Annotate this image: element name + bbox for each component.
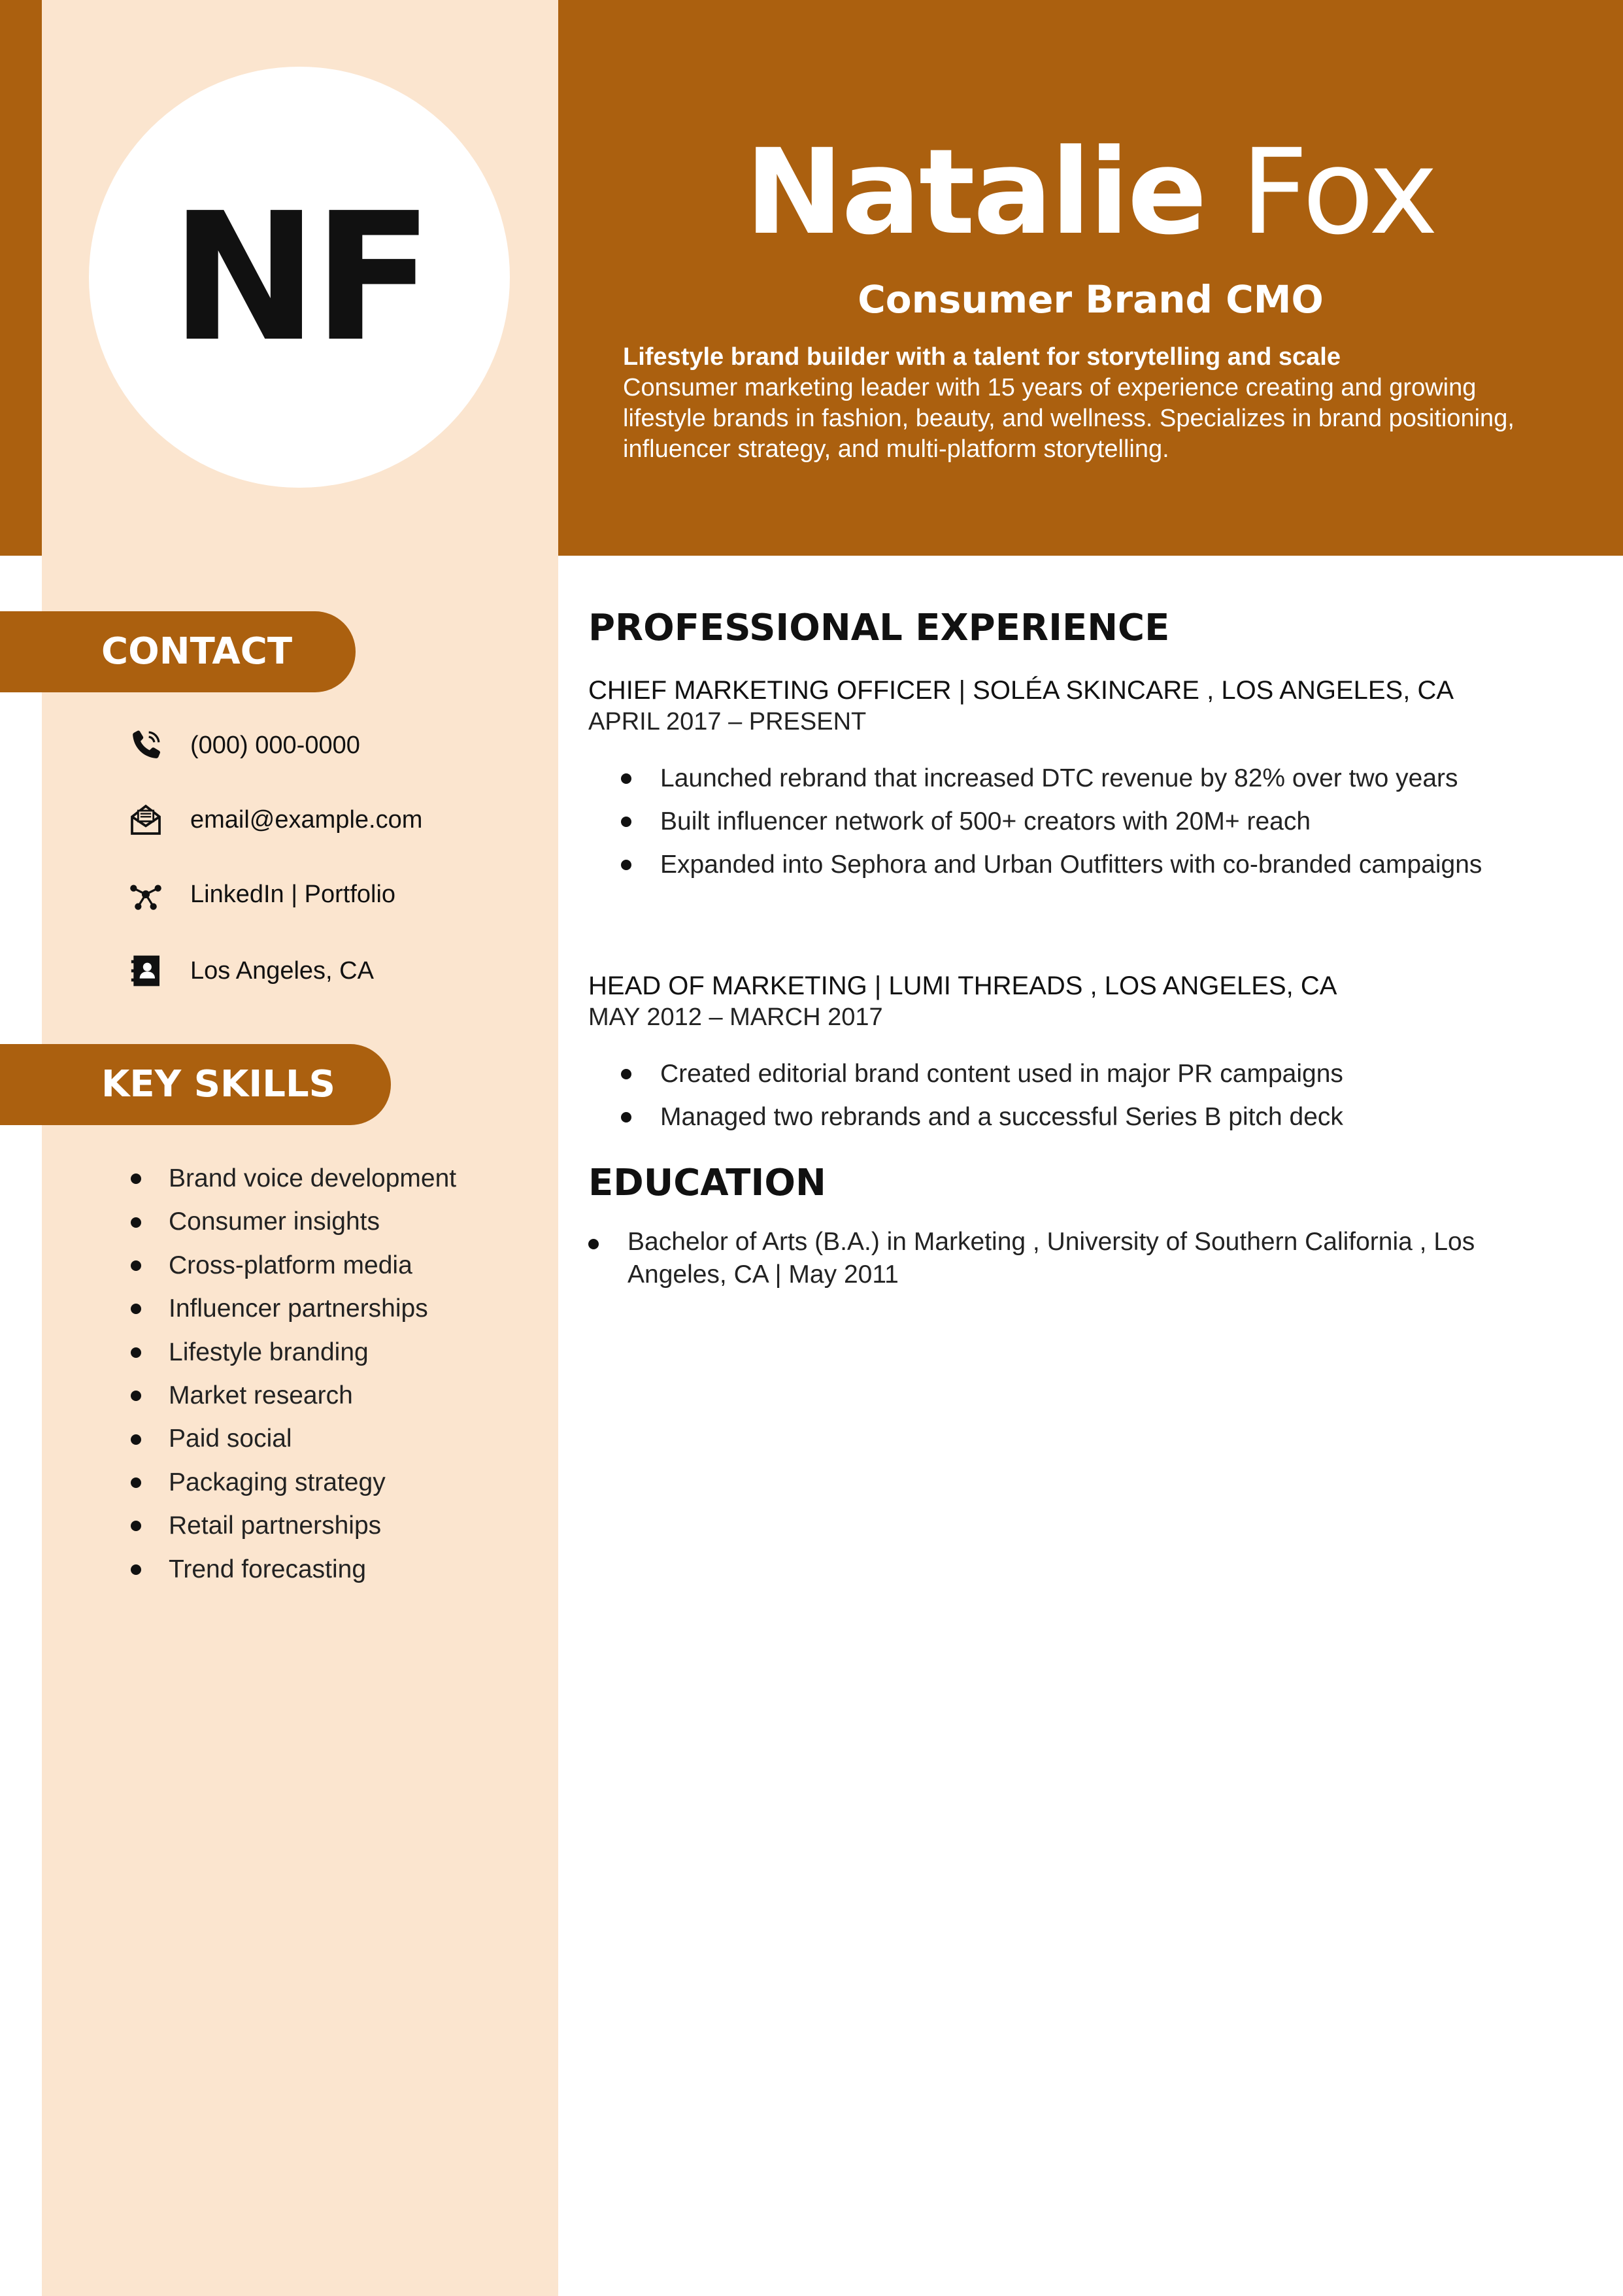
- job-bullets: [624, 1053, 1343, 1139]
- monogram-initials: NF: [170, 174, 429, 380]
- location-text: Los Angeles, CA: [190, 956, 374, 985]
- candidate-name: [558, 124, 1623, 261]
- contact-links: [127, 871, 395, 917]
- skills-list: [131, 1157, 456, 1591]
- list-item: Market research: [131, 1374, 456, 1417]
- job-entry: [588, 970, 1569, 1131]
- job-entry: [588, 675, 1569, 879]
- job-dates: APRIL 2017 – PRESENT: [588, 708, 867, 735]
- education-heading: EDUCATION: [588, 1162, 826, 1204]
- summary-text: Consumer marketing leader with 15 years of experience creating and growing lifestyle brands in fashion, beauty, and wellness. Specializes in brand positioning, influencer strategy, and multi-platform storytelling.: [623, 374, 1514, 463]
- tagline: Lifestyle brand builder with a talent for storytelling and scale: [623, 343, 1341, 371]
- accent-strip: [0, 0, 42, 556]
- experience-heading: PROFESSIONAL EXPERIENCE: [588, 607, 1170, 649]
- address-book-icon: [127, 953, 164, 989]
- list-item: Paid social: [131, 1417, 456, 1460]
- network-icon: [127, 876, 164, 913]
- contact-email: [127, 797, 422, 843]
- phone-icon: [127, 727, 164, 764]
- list-item: Influencer partnerships: [131, 1287, 456, 1330]
- list-item: Brand voice development: [131, 1157, 456, 1200]
- education-entry: [588, 1226, 1556, 1291]
- list-item: Packaging strategy: [131, 1461, 456, 1504]
- list-item: Expanded into Sephora and Urban Outfitters with co-branded campaigns: [624, 843, 1482, 886]
- list-item: Lifestyle branding: [131, 1331, 456, 1374]
- contact-phone: [127, 722, 360, 768]
- contact-heading: CONTACT: [0, 611, 356, 692]
- list-item: Retail partnerships: [131, 1504, 456, 1547]
- education-text: Bachelor of Arts (B.A.) in Marketing , University of Southern California , Los Angeles, CA | May 2011: [627, 1228, 1475, 1289]
- list-item: Cross-platform media: [131, 1244, 456, 1287]
- links-text: LinkedIn | Portfolio: [190, 880, 396, 908]
- list-item: Created editorial brand content used in major PR campaigns: [624, 1053, 1343, 1096]
- list-item: Built influencer network of 500+ creators with 20M+ reach: [624, 800, 1482, 843]
- email-icon: [127, 802, 164, 838]
- list-item: Launched rebrand that increased DTC revenue by 82% over two years: [624, 757, 1482, 800]
- skills-heading: KEY SKILLS: [0, 1044, 391, 1125]
- job-dates: MAY 2012 – MARCH 2017: [588, 1004, 883, 1031]
- job-role: Consumer Brand CMO: [858, 277, 1324, 322]
- list-item: Managed two rebrands and a successful Series B pitch deck: [624, 1096, 1343, 1139]
- first-name: Natalie: [745, 124, 1205, 261]
- phone-text: (000) 000-0000: [190, 731, 360, 759]
- list-item: Trend forecasting: [131, 1548, 456, 1591]
- email-text: email@example.com: [190, 805, 423, 834]
- contact-location: [127, 948, 374, 994]
- job-title: HEAD OF MARKETING | LUMI THREADS , LOS ANGELES, CA: [588, 971, 1337, 1000]
- monogram-circle: [89, 67, 510, 488]
- profile-summary: [623, 342, 1551, 465]
- job-title: CHIEF MARKETING OFFICER | SOLÉA SKINCARE , LOS ANGELES, CA: [588, 676, 1454, 705]
- job-bullets: [624, 757, 1482, 886]
- last-name: Fox: [1241, 124, 1437, 261]
- list-item: Consumer insights: [131, 1200, 456, 1243]
